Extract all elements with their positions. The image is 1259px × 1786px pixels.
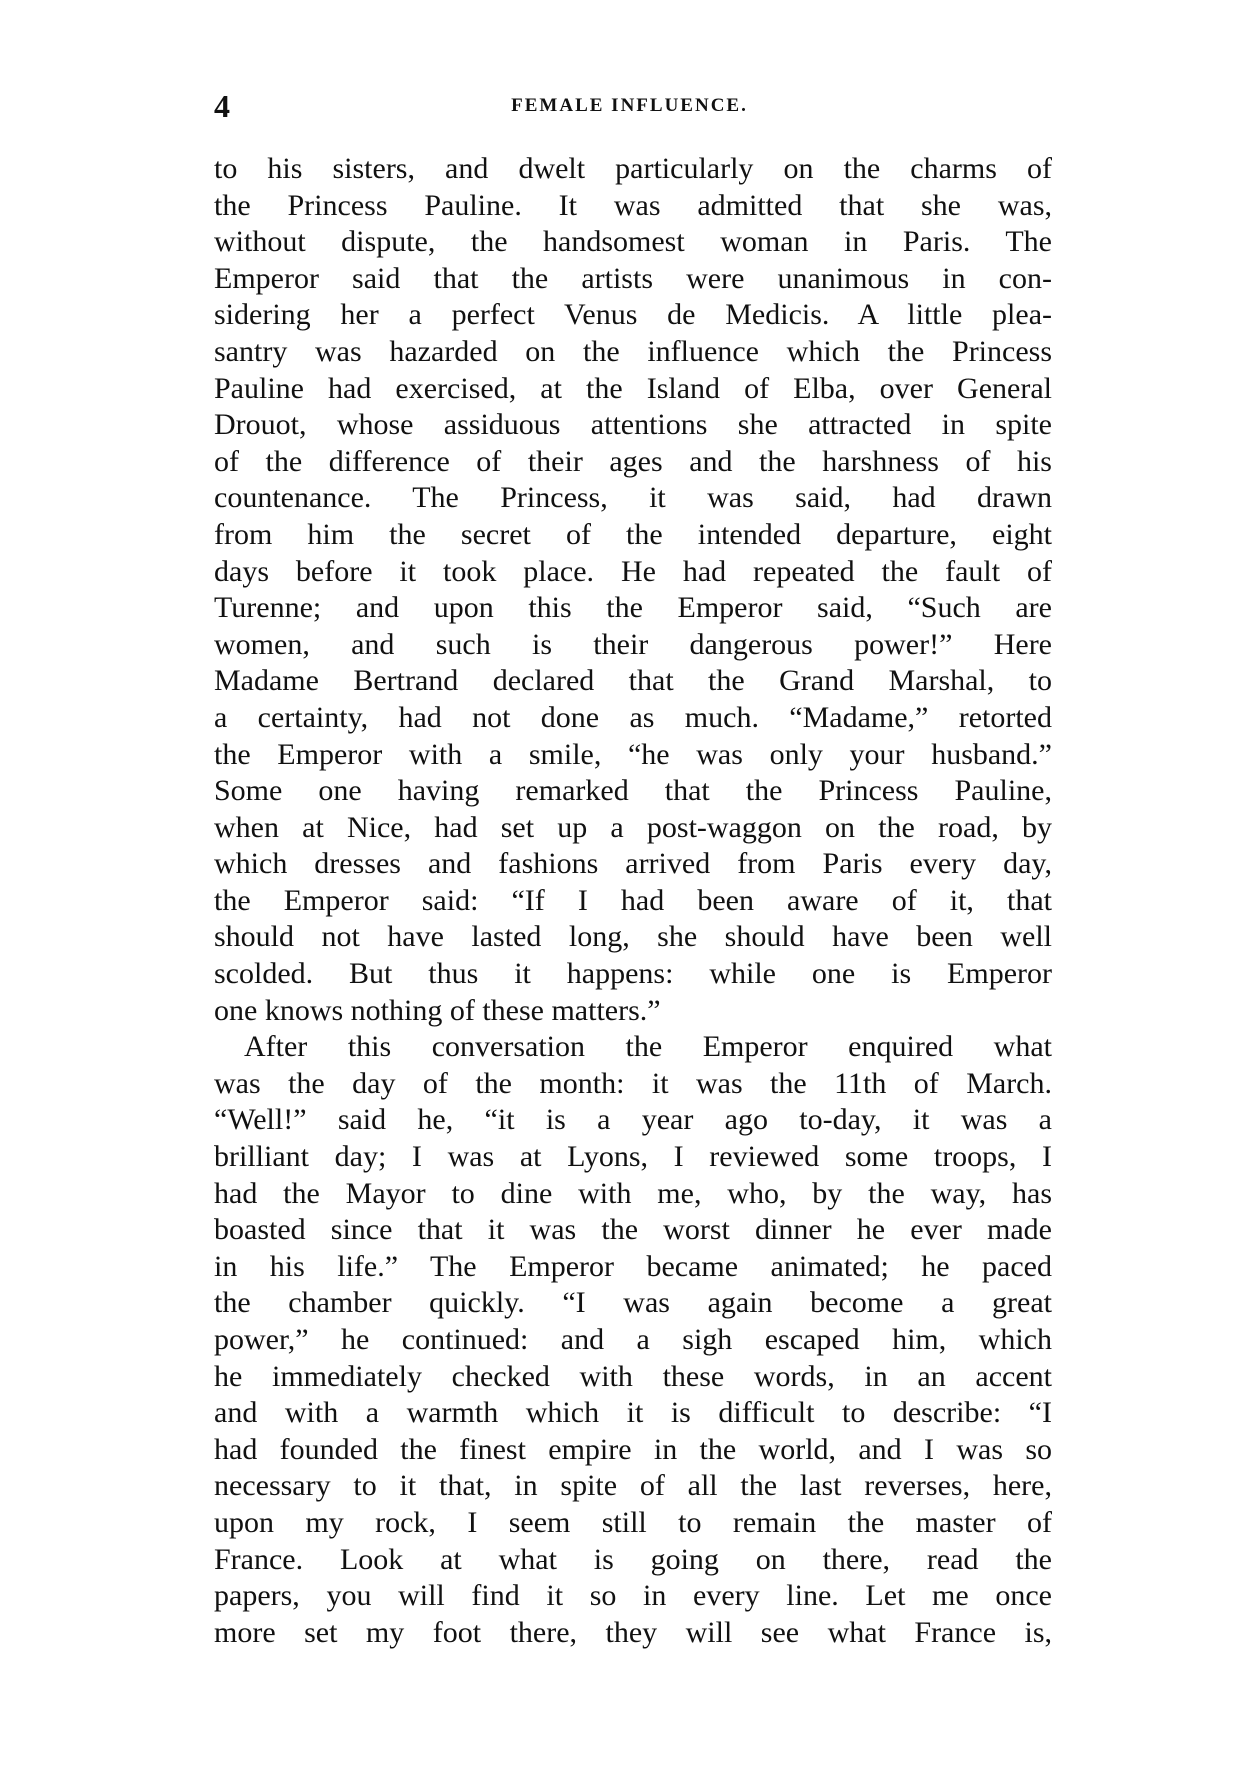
text-line: a certainty, had not done as much. “Madame,” retorted	[214, 700, 1052, 734]
text-line: in his life.” The Emperor became animated; he paced	[214, 1249, 1052, 1283]
text-line: santry was hazarded on the influence which the Princess	[214, 334, 1052, 368]
text-line: Pauline had exercised, at the Island of Elba, over General	[214, 371, 1052, 405]
text-line: After this conversation the Emperor enquired what	[244, 1030, 1052, 1064]
text-line: women, and such is their dangerous power!” Here	[214, 627, 1052, 661]
text-line: and with a warmth which it is difficult to describe: “I	[214, 1396, 1052, 1430]
text-line: had the Mayor to dine with me, who, by the way, has	[214, 1176, 1052, 1210]
text-line: brilliant day; I was at Lyons, I reviewed some troops, I	[214, 1140, 1052, 1174]
text-line: from him the secret of the intended departure, eight	[214, 517, 1052, 551]
text-line: Turenne; and upon this the Emperor said, “Such are	[214, 591, 1052, 625]
text-line: power,” he continued: and a sigh escaped him, which	[214, 1323, 1052, 1356]
text-line: France. Look at what is going on there, read the	[214, 1542, 1052, 1576]
text-line: countenance. The Princess, it was said, had drawn	[214, 481, 1052, 515]
paragraph-1	[214, 151, 1052, 1029]
text-line: boasted since that it was the worst dinner he ever made	[214, 1213, 1052, 1247]
text-line: he immediately checked with these words, in an accent	[214, 1359, 1052, 1393]
text-line: upon my rock, I seem still to remain the master of	[214, 1505, 1052, 1539]
text-line: “Well!” said he, “it is a year ago to-day, it was a	[214, 1103, 1052, 1137]
text-line: was the day of the month: it was the 11th of March.	[214, 1066, 1052, 1100]
text-line: when at Nice, had set up a post-waggon on the road, by	[214, 810, 1052, 844]
running-head: FEMALE INFLUENCE.	[511, 95, 748, 116]
text-line: scolded. But thus it happens: while one is Emperor	[214, 957, 1052, 991]
page-number: 4	[214, 88, 230, 124]
text-line: the chamber quickly. “I was again become a great	[214, 1286, 1052, 1320]
text-line: more set my foot there, they will see what France is,	[214, 1615, 1052, 1649]
body-text	[214, 151, 1052, 1651]
text-line: to his sisters, and dwelt particularly on the charms of	[214, 152, 1052, 185]
text-line: sidering her a perfect Venus de Medicis. A little plea-	[214, 298, 1052, 332]
text-line: should not have lasted long, she should have been well	[214, 920, 1052, 954]
text-line: Some one having remarked that the Princess Pauline,	[214, 774, 1052, 808]
text-line: the Emperor with a smile, “he was only your husband.”	[214, 737, 1052, 771]
text-line: of the difference of their ages and the harshness of his	[214, 444, 1052, 478]
text-line: the Princess Pauline. It was admitted that she was,	[214, 188, 1052, 222]
paragraph-2	[214, 1029, 1052, 1651]
text-line: Emperor said that the artists were unanimous in con-	[214, 261, 1052, 295]
text-line: the Emperor said: “If I had been aware of it, that	[214, 883, 1052, 917]
text-line: days before it took place. He had repeated the fault of	[214, 554, 1052, 588]
text-line: Drouot, whose assiduous attentions she attracted in spite	[214, 408, 1052, 442]
text-line: had founded the finest empire in the world, and I was so	[214, 1432, 1052, 1466]
text-line: one knows nothing of these matters.”	[214, 993, 661, 1027]
text-line: without dispute, the handsomest woman in Paris. The	[214, 225, 1052, 259]
text-line: necessary to it that, in spite of all the last reverses, here,	[214, 1469, 1052, 1503]
text-line: papers, you will find it so in every line. Let me once	[214, 1579, 1052, 1613]
text-line: Madame Bertrand declared that the Grand Marshal, to	[214, 664, 1052, 698]
text-line: which dresses and fashions arrived from Paris every day,	[214, 847, 1052, 881]
